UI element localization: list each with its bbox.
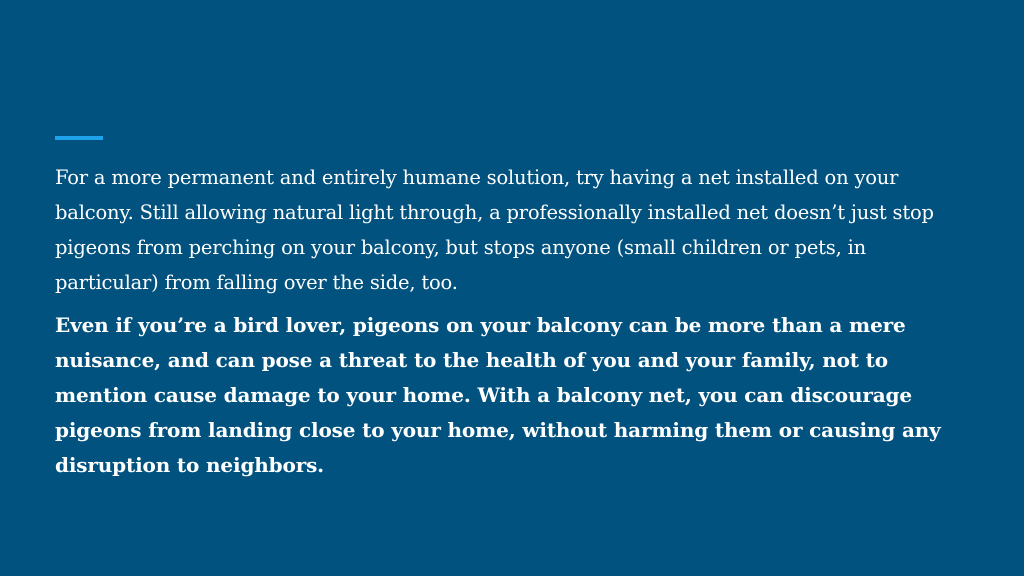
slide-body bbox=[55, 160, 975, 483]
paragraph-net-solution: For a more permanent and entirely humane solution, try having a net installed on your balcony. Still allowing natural light through, a professionally installed net doesn’t just stop pigeons from perching on your balcony, but stops anyone (small children or pets, in particular) from falling over the side, too. bbox=[55, 166, 934, 294]
paragraph-bird-lover-summary: Even if you’re a bird lover, pigeons on your balcony can be more than a mere nuisance, and can pose a threat to the health of you and your family, not to mention cause damage to your home. With a balcony net, you can discourage pigeons from landing close to your home, without harming them or causing any disruption to neighbors. bbox=[55, 313, 941, 477]
accent-divider bbox=[55, 136, 103, 140]
